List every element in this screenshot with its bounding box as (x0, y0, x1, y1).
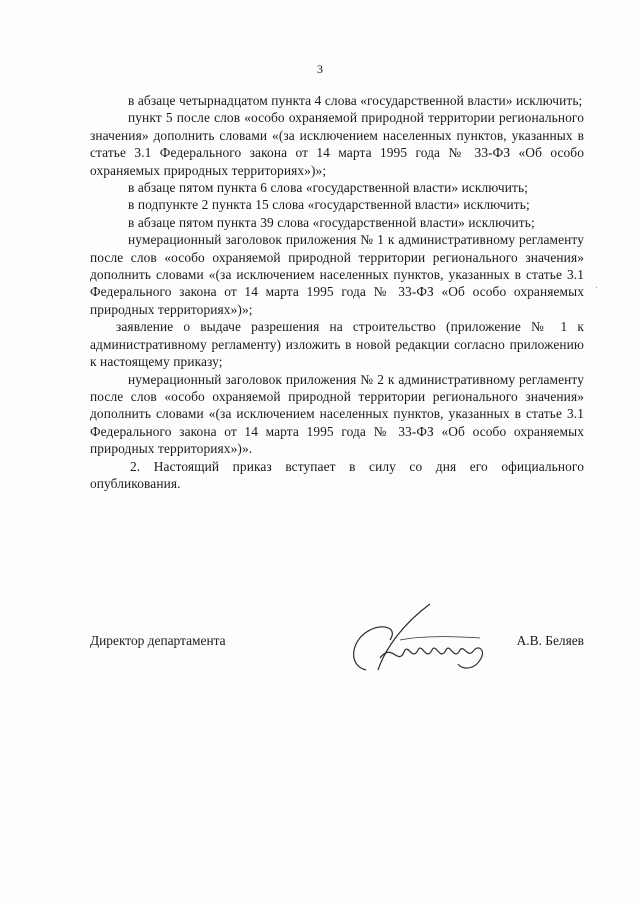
margin-speck (596, 287, 597, 288)
signer-title: Директор департамента (90, 633, 226, 648)
paragraph-6: нумерационный заголовок приложения № 1 к административному регламенту после слов «особо охраняемой природной территории регионального значения» дополнить словами «(за исключением населенных пунктов, указанных в статье 3.1 Федерального закона от 14 марта 1995 года № 33-ФЗ «Об особо охраняемых природных территориях»)»; (90, 232, 584, 317)
paragraph-5: в абзаце пятом пункта 39 слова «государственной власти» исключить; (128, 214, 535, 230)
handwritten-signature (340, 600, 500, 680)
paragraph-7: заявление о выдаче разрешения на строительство (приложение № 1 к административному регламенту) изложить в новой редакции согласно приложению к настоящему приказу; (90, 319, 584, 370)
paragraph-9: 2. Настоящий приказ вступает в силу со дня его официального опубликования. (90, 458, 584, 491)
document-body (90, 92, 584, 492)
paragraph-2: пункт 5 после слов «особо охраняемой природной территории регионального значения» дополнить словами «(за исключением населенных пунктов, указанных в статье 3.1 Федерального закона от 14 марта 1995 года № 33-ФЗ «Об особо охраняемых природных территориях»)»; (90, 110, 584, 178)
paragraph-3: в абзаце пятом пункта 6 слова «государственной власти» исключить; (128, 180, 528, 196)
paragraph-8: нумерационный заголовок приложения № 2 к административному регламенту после слов «особо охраняемой природной территории регионального значения» дополнить словами «(за исключением населенных пунктов, указанных в статье 3.1 Федерального закона от 14 марта 1995 года № 33-ФЗ «Об особо охраняемых природных территориях»)». (90, 371, 584, 457)
signer-name: А.В. Беляев (516, 633, 584, 648)
signature-block (90, 600, 584, 680)
paragraph-4: в подпункте 2 пункта 15 слова «государственной власти» исключить; (128, 197, 530, 213)
page-number: 3 (317, 62, 323, 76)
paragraph-1: в абзаце четырнадцатом пункта 4 слова «государственной власти» исключить; (128, 93, 583, 108)
